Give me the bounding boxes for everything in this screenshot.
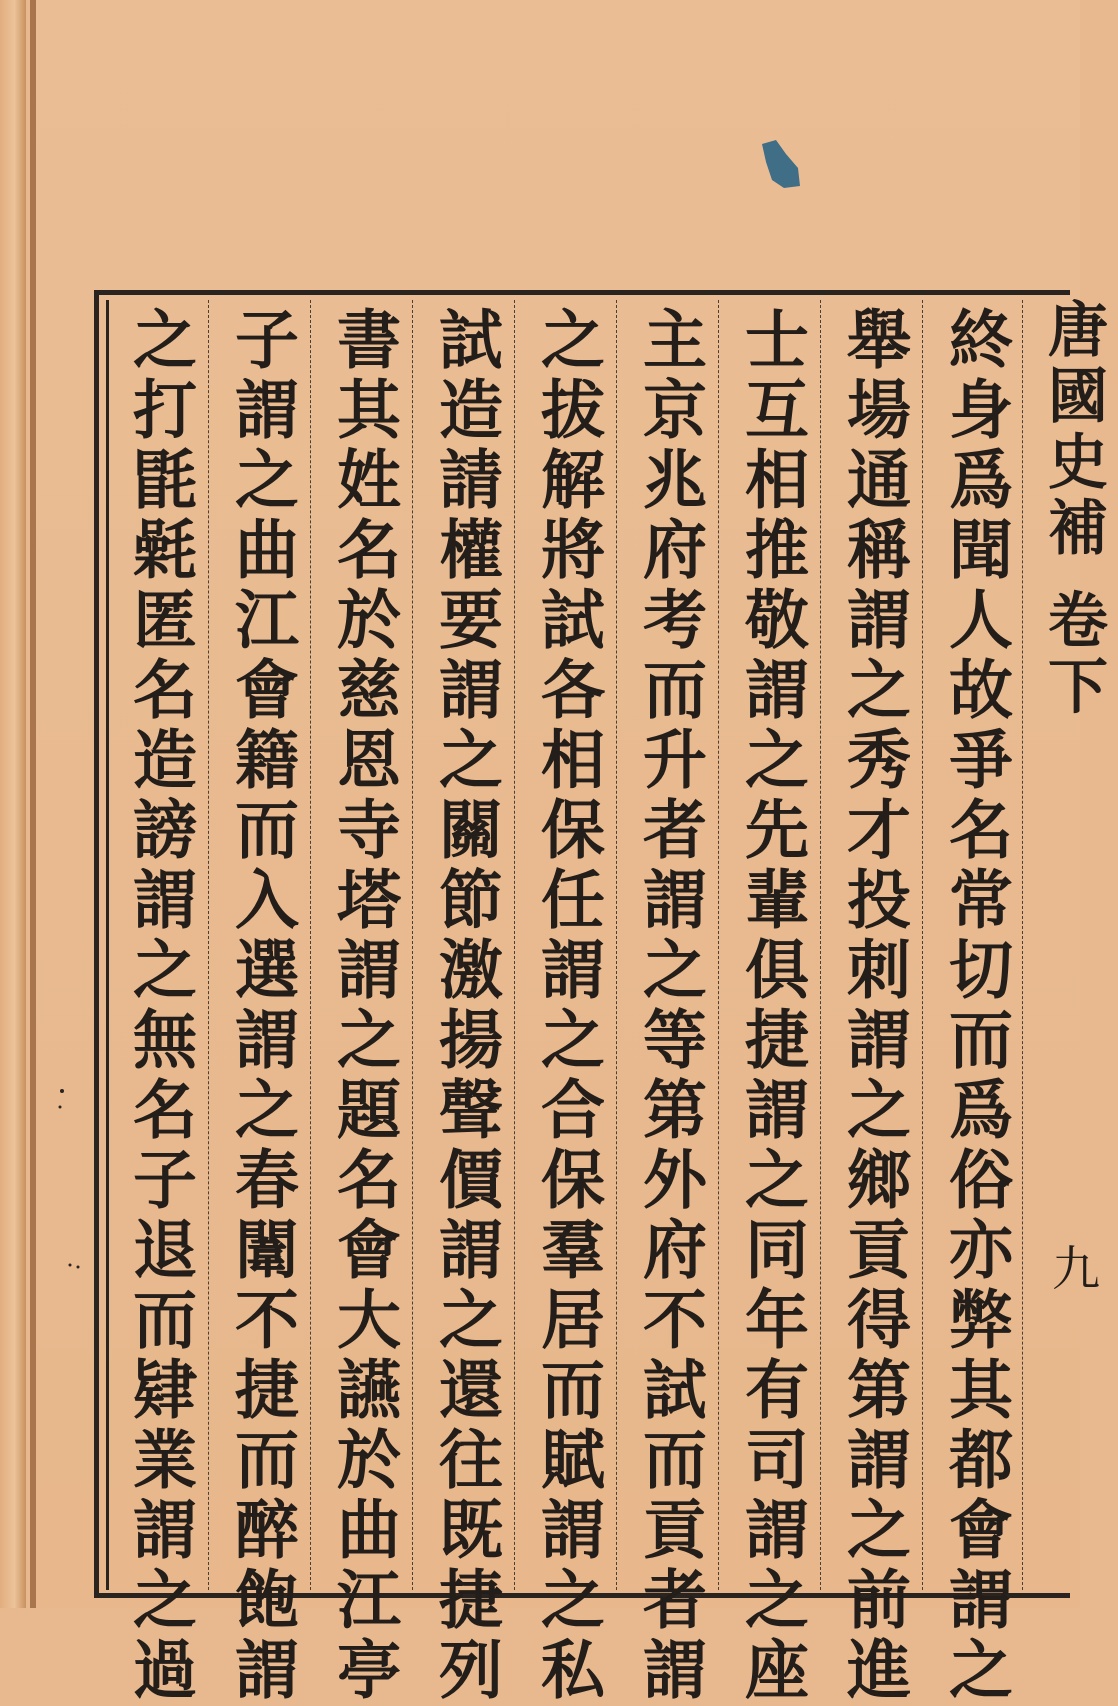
column-text: 舉場通稱謂之秀才投刺謂之鄉貢得第謂之前進 (836, 306, 911, 1706)
text-column-2 (828, 306, 918, 1706)
column-rule (514, 300, 516, 1590)
column-text: 終身爲聞人故爭名常切而爲俗亦弊其都會謂之 (938, 306, 1013, 1706)
column-rule (208, 300, 210, 1590)
column-text: 書其姓名於慈恩寺塔謂之題名會大讌於曲江亭 (326, 306, 401, 1706)
column-rule (412, 300, 414, 1590)
text-column-7 (318, 306, 408, 1706)
column-rule (1022, 300, 1024, 1590)
column-rule (922, 300, 924, 1590)
text-column-3 (726, 306, 816, 1706)
column-text: 試造請權要謂之關節激揚聲價謂之還往既捷列 (428, 306, 503, 1706)
text-column-1 (930, 306, 1020, 1706)
frame-inner-rule (106, 300, 109, 1590)
column-text: 士互相推敬謂之先輩俱捷謂之同年有司謂之座 (734, 306, 809, 1706)
column-rule (310, 300, 312, 1590)
column-text: 之打毷氉匿名造謗謂之無名子退而肄業謂之過 (122, 306, 197, 1706)
column-rule (820, 300, 822, 1590)
header-column (1028, 298, 1108, 1598)
text-column-5 (522, 306, 612, 1706)
ink-specks (56, 1085, 86, 1285)
text-column-4 (624, 306, 714, 1706)
text-column-9 (114, 306, 204, 1706)
column-rule (718, 300, 720, 1590)
text-column-8 (216, 306, 306, 1706)
text-column-6 (420, 306, 510, 1706)
column-text: 子謂之曲江會籍而入選謂之春闈不捷而醉飽謂 (224, 306, 299, 1706)
column-text: 主京兆府考而升者謂之等第外府不試而貢者謂 (632, 306, 707, 1706)
header-title: 唐國史補 卷下 (1038, 298, 1108, 721)
page-number: 九 (1052, 1241, 1101, 1297)
column-rule (616, 300, 618, 1590)
ink-stain (760, 140, 802, 190)
left-page-edge (0, 0, 26, 1608)
column-text: 之拔解將試各相保任謂之合保羣居而賦謂之私 (530, 306, 605, 1706)
